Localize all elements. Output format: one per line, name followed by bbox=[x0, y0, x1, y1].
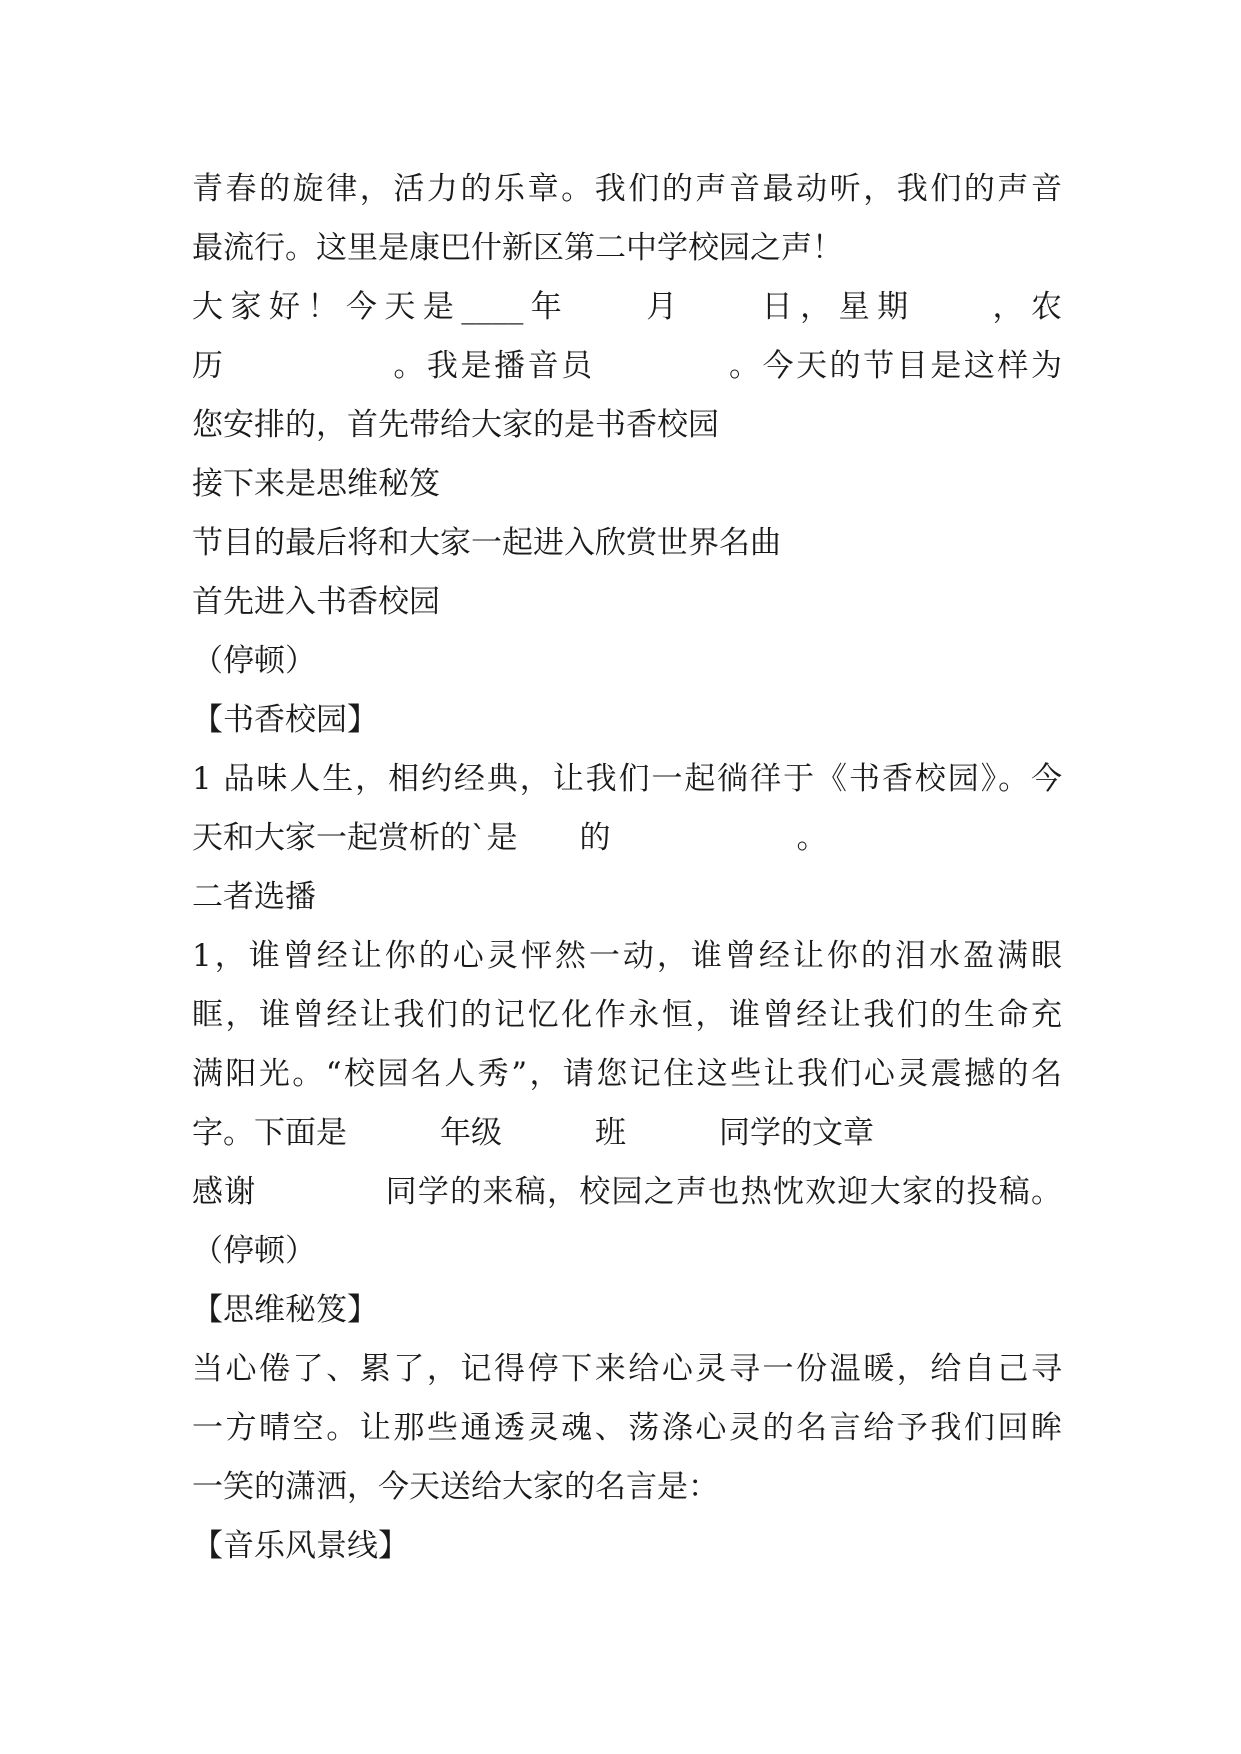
section-heading: 【思维秘笈】 bbox=[192, 1292, 378, 1328]
text-line: 字。下面是 年级 班 同学的文章 bbox=[192, 1115, 874, 1151]
text-line: 一方晴空。让那些通透灵魂、荡涤心灵的名言给予我们回眸 bbox=[192, 1410, 1062, 1446]
text-line: 青春的旋律，活力的乐章。我们的声音最动听，我们的声音 bbox=[192, 171, 1062, 207]
text-line: 眶，谁曾经让我们的记忆化作永恒，谁曾经让我们的生命充 bbox=[192, 997, 1062, 1033]
text-line: 历 。我是播音员 。今天的节目是这样为 bbox=[192, 348, 1062, 384]
text-line: 首先进入书香校园 bbox=[192, 584, 440, 620]
text-line: 大家好！今天是____年 月 日，星期 ，农 bbox=[192, 289, 1062, 325]
text-line: 1 品味人生，相约经典，让我们一起徜徉于《书香校园》。今 bbox=[192, 761, 1062, 797]
text-line: 接下来是思维秘笈 bbox=[192, 466, 440, 502]
text-line: 一笑的潇洒，今天送给大家的名言是： bbox=[192, 1469, 719, 1505]
text-line: 满阳光。“校园名人秀”，请您记住这些让我们心灵震撼的名 bbox=[192, 1056, 1062, 1092]
text-line: （停顿） bbox=[192, 643, 316, 679]
text-line: 您安排的，首先带给大家的是书香校园 bbox=[192, 407, 719, 443]
text-line: 1，谁曾经让你的心灵怦然一动，谁曾经让你的泪水盈满眼 bbox=[192, 938, 1062, 974]
text-line: 感谢 同学的来稿，校园之声也热忱欢迎大家的投稿。 bbox=[192, 1174, 1062, 1210]
text-line: 节目的最后将和大家一起进入欣赏世界名曲 bbox=[192, 525, 781, 561]
text-line: 当心倦了、累了，记得停下来给心灵寻一份温暖，给自己寻 bbox=[192, 1351, 1062, 1387]
text-line: 二者选播 bbox=[192, 879, 316, 915]
section-heading: 【书香校园】 bbox=[192, 702, 378, 738]
document-body bbox=[192, 160, 1062, 1576]
text-line: 最流行。这里是康巴什新区第二中学校园之声！ bbox=[192, 230, 843, 266]
text-line: （停顿） bbox=[192, 1233, 316, 1269]
text-line: 天和大家一起赏析的`是 的 。 bbox=[192, 820, 828, 856]
section-heading: 【音乐风景线】 bbox=[192, 1528, 409, 1564]
